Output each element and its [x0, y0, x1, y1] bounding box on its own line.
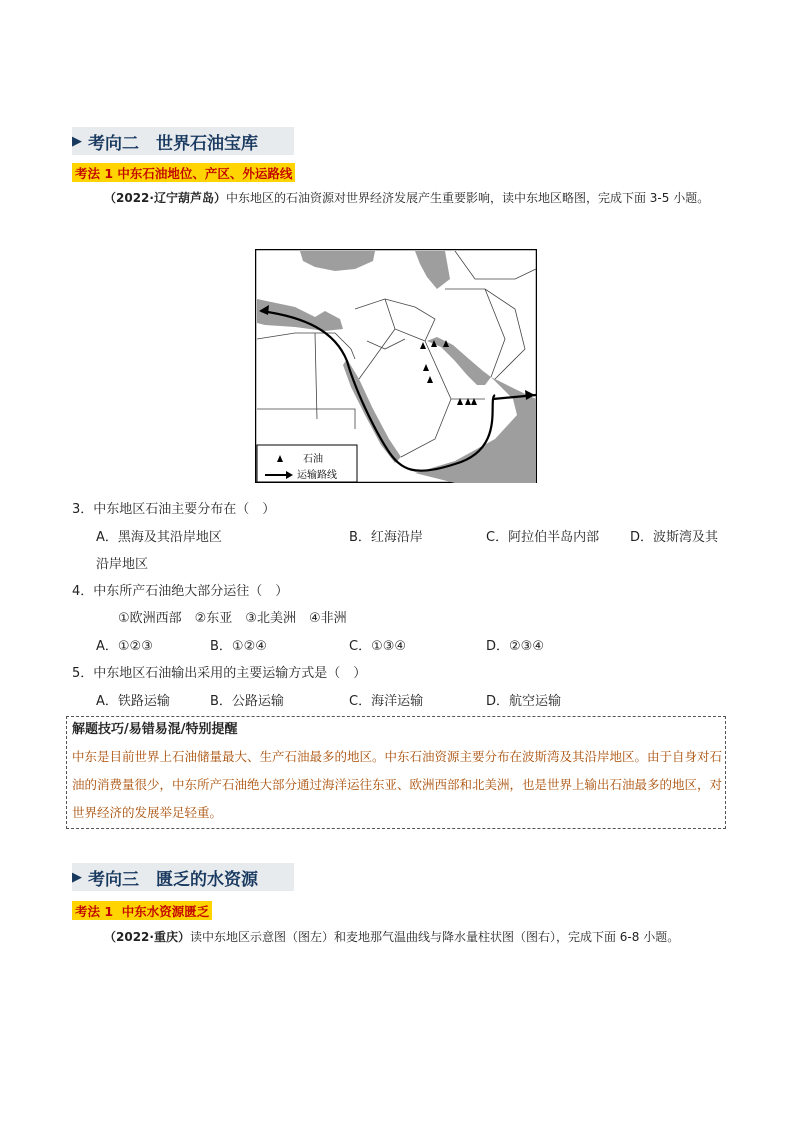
q3-option-d-cont: 沿岸地区 [96, 557, 149, 572]
q4-option-b[interactable]: B．①②④ [210, 639, 267, 654]
question-stem-3-5 [72, 184, 727, 213]
q4-option-d[interactable]: D．②③④ [486, 639, 544, 654]
section-title: 考向三 匮乏的水资源 [88, 869, 258, 890]
triangle-marker-icon: ▶ [72, 869, 82, 885]
legend-oil-label: 石油 [303, 454, 323, 465]
stem-text: 中东地区的石油资源对世界经济发展产生重要影响，读中东地区略图，完成下面 3-5 小题。 [225, 191, 710, 205]
q3-option-b[interactable]: B．红海沿岸 [349, 530, 423, 545]
q4-choices: ①欧洲西部 ②东亚 ③北美洲 ④非洲 [118, 611, 347, 626]
section-header-3 [72, 863, 294, 891]
q3-option-a[interactable]: A．黑海及其沿岸地区 [96, 530, 222, 545]
stem-source: （2022·辽宁葫芦岛） [104, 191, 226, 205]
tip-title: 解题技巧/易错易混/特别提醒 [72, 722, 238, 737]
section-title: 考向二 世界石油宝库 [88, 133, 258, 154]
q4-option-a[interactable]: A．①②③ [96, 639, 153, 654]
kaofa-label: 考法 1 中东石油地位、产区、外运路线 [72, 163, 295, 182]
triangle-marker-icon: ▶ [72, 133, 82, 149]
section-header-2 [72, 127, 294, 155]
question-stem-6-8 [72, 923, 727, 952]
middle-east-map [255, 249, 537, 483]
q5-option-d[interactable]: D．航空运输 [486, 694, 562, 709]
legend-route-label: 运输路线 [297, 470, 337, 481]
stem-text: 读中东地区示意图（图左）和麦地那气温曲线与降水量柱状图（图右），完成下面 6-8 小题。 [189, 930, 680, 944]
question-3: 3．中东地区石油主要分布在（ ） [72, 502, 276, 517]
question-5: 5．中东地区石油输出采用的主要运输方式是（ ） [72, 666, 367, 681]
q5-option-a[interactable]: A．铁路运输 [96, 694, 170, 709]
tip-body: 中东是目前世界上石油储量最大、生产石油最多的地区。中东石油资源主要分布在波斯湾及其沿岸地区。由于自身对石油的消费量很少，中东所产石油绝大部分通过海洋运往东亚、欧洲西部和北美洲，也是世界上输出石油最多的地区，对世界经济的发展举足轻重。 [72, 749, 723, 820]
kaofa-label: 考法 1 中东水资源匮乏 [72, 901, 212, 920]
q5-option-b[interactable]: B．公路运输 [210, 694, 284, 709]
q4-option-c[interactable]: C．①③④ [349, 639, 407, 654]
question-4: 4．中东所产石油绝大部分运往（ ） [72, 584, 289, 599]
q5-option-c[interactable]: C．海洋运输 [349, 694, 424, 709]
stem-source: （2022·重庆） [104, 930, 190, 944]
q3-option-c[interactable]: C．阿拉伯半岛内部 [486, 530, 600, 545]
q3-option-d[interactable]: D．波斯湾及其 [630, 530, 719, 545]
